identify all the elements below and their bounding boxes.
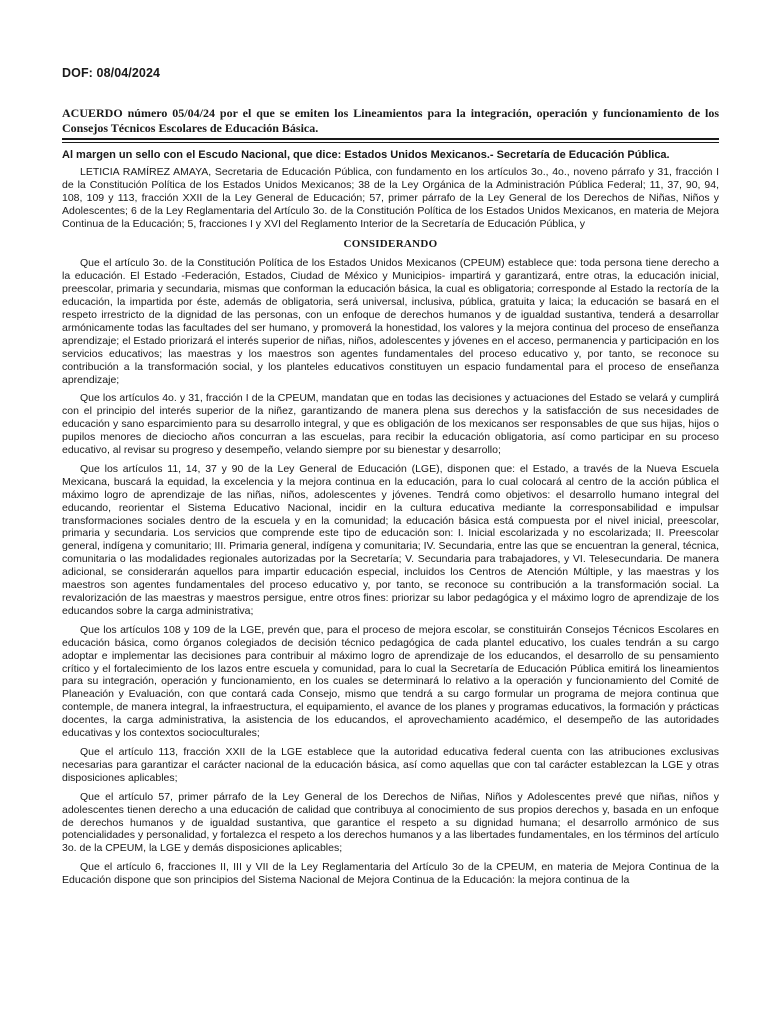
considerando-paragraph: Que los artículos 108 y 109 de la LGE, prevén que, para el proceso de mejora escolar, se constituirán Consejos Técnicos Escolares en educación básica, como órganos colegiados de decisión técnico pedagógica de cada plantel educativo, los cuales tendrán a su cargo adoptar e implementar las decisiones para contribuir al máximo logro de aprendizaje de los educandos, el desarrollo de su pensamiento crítico y el fortalecimiento de los lazos entre escuela y comunidad, para lo cual la Secretaría de Educación Pública emitirá los lineamientos para su integración, operación y funcionamiento, en los cuales se determinará lo relativo a la operación y funcionamiento del Comité de Planeación y Evaluación, con que contará cada Consejo, mismo que tendrá a su cargo formular un programa de mejora continua que contemple, de manera integral, la infraestructura, el equipamiento, el avance de los planes y programas educativos, la formación y prácticas docentes, la carga administrativa, la asistencia de los educandos, el aprovechamiento académico, el desempeño de las autoridades educativas y los contextos socioculturales; bbox=[62, 623, 719, 740]
title-rule-thick bbox=[62, 138, 719, 140]
document-title: ACUERDO número 05/04/24 por el que se emiten los Lineamientos para la integración, operación y funcionamiento de los Consejos Técnicos Escolares de Educación Básica. bbox=[62, 106, 719, 135]
considerando-paragraph: Que los artículos 11, 14, 37 y 90 de la Ley General de Educación (LGE), disponen que: el Estado, a través de la Nueva Escuela Mexicana, buscará la equidad, la excelencia y la mejora continua en la educación, para lo cual colocará al centro de la acción pública el máximo logro de aprendizaje de las niñas, niños, adolescentes y jóvenes. Tendrá como objetivos: el desarrollo humano integral del educando, reorientar el Sistema Educativo Nacional, incidir en la cultura educativa mediante la corresponsabilidad e impulsar transformaciones sociales dentro de la escuela y en la comunidad; la educación básica está compuesta por el nivel inicial, preescolar, primaria y secundaria. Los servicios que comprende este tipo de educación son: I. Inicial escolarizada y no escolarizada; II. Preescolar general, indígena y comunitario; III. Primaria general, indígena y comunitaria; IV. Secundaria, entre las que se encuentran la general, técnica, comunitaria o las modalidades regionales autorizadas por la Secretaría; V. Secundaria para trabajadores, y VI. Telesecundaria. De manera adicional, se considerarán aquellos para impartir educación especial, incluidos los Centros de Atención Múltiple, y las maestras y los maestros son agentes fundamentales del proceso educativo y, por tanto, se reconoce su contribución a la transformación social. La revalorización de las maestras y maestros persigue, entre otros fines: priorizar su labor pedagógica y el máximo logro de aprendizaje de los educandos sobre la carga administrativa; bbox=[62, 462, 719, 617]
document-body bbox=[62, 149, 719, 893]
considerando-paragraph: Que el artículo 6, fracciones II, III y VII de la Ley Reglamentaria del Artículo 3o de la CPEUM, en materia de Mejora Continua de la Educación dispone que son principios del Sistema Nacional de Mejora Continua de la Educación: la mejora continua de la bbox=[62, 861, 719, 887]
considerando-paragraph: Que el artículo 113, fracción XXII de la LGE establece que la autoridad educativa federal cuenta con las atribuciones exclusivas necesarias para garantizar el carácter nacional de la educación básica, así como aquellas que con tal carácter establezcan la LGE y otras disposiciones aplicables; bbox=[62, 745, 719, 784]
considerando-paragraph: Que el artículo 57, primer párrafo de la Ley General de los Derechos de Niñas, Niños y Adolescentes prevé que niñas, niños y adolescentes tienen derecho a una educación de calidad que contribuya al conocimiento de sus propios derechos y, basada en un enfoque de derechos humanos y de igualdad sustantiva, que garantice el respeto a su dignidad humana; el desarrollo armónico de sus potencialidades y personalidad, y fortalezca el respeto a los derechos humanos y a las libertades fundamentales, en los términos del artículo 3o. de la CPEUM, la LGE y demás disposiciones aplicables; bbox=[62, 790, 719, 855]
dof-date: DOF: 08/04/2024 bbox=[62, 66, 161, 80]
considerando-paragraph: Que el artículo 3o. de la Constitución Política de los Estados Unidos Mexicanos (CPEUM) establece que: toda persona tiene derecho a la educación. El Estado -Federación, Estados, Ciudad de México y Municipios- impartirá y garantizará, entre otras, la educación inicial, preescolar, primaria y secundaria, mismas que conforman la educación básica, la cual es obligatoria; corresponde al Estado la rectoría de la educación, la impartida por éste, además de obligatoria, será universal, inclusiva, pública, gratuita y laica; la educación se basará en el respeto irrestricto de la dignidad de las personas, con un enfoque de derechos humanos y de igualdad sustantiva, tenderá a desarrollar armónicamente todas las facultades del ser humano, y promoverá la honestidad, los valores y la mejora continua del proceso de enseñanza aprendizaje; el Estado priorizará el interés superior de niñas, niños, adolescentes y jóvenes en el acceso, permanencia y participación en los servicios educativos; las maestras y los maestros son agentes fundamentales del proceso educativo y, por tanto, se reconoce su contribución a la transformación social, y los planteles educativos constituyen un espacio fundamental para el proceso de enseñanza aprendizaje; bbox=[62, 257, 719, 386]
section-heading: CONSIDERANDO bbox=[343, 238, 438, 251]
title-rule-thin bbox=[62, 142, 719, 143]
considerando-paragraph: Que los artículos 4o. y 31, fracción I de la CPEUM, mandatan que en todas las decisiones y actuaciones del Estado se velará y cumplirá con el principio del interés superior de la niñez, garantizando de manera plena sus derechos y la satisfacción de sus necesidades de educación y sano esparcimiento para su desarrollo integral, y que es obligación de los mexicanos ser responsables de que sus hijas, hijos o pupilos menores de dieciocho años concurran a las escuelas, para recibir la educación obligatoria, así como participar en su proceso educativo, al revisar su progreso y desempeño, velando siempre por su bienestar y desarrollo; bbox=[62, 392, 719, 457]
margin-note: Al margen un sello con el Escudo Nacional, que dice: Estados Unidos Mexicanos.- Secretaría de Educación Pública. bbox=[62, 149, 670, 161]
intro-paragraph: LETICIA RAMÍREZ AMAYA, Secretaria de Educación Pública, con fundamento en los artículos 3o., 4o., noveno párrafo y 31, fracción I de la Constitución Política de los Estados Unidos Mexicanos; 38 de la Ley Orgánica de la Administración Pública Federal; 11, 37, 90, 94, 108, 109 y 113, fracción XXII de la Ley General de Educación; 57, primer párrafo de la Ley General de los Derechos de Niñas, Niños y Adolescentes; 6 de la Ley Reglamentaria del Artículo 3o. de la Constitución Política de los Estados Unidos Mexicanos, en materia de Mejora Continua de la Educación; 5, fracciones I y XVI del Reglamento Interior de la Secretaría de Educación Pública, y bbox=[62, 165, 719, 230]
